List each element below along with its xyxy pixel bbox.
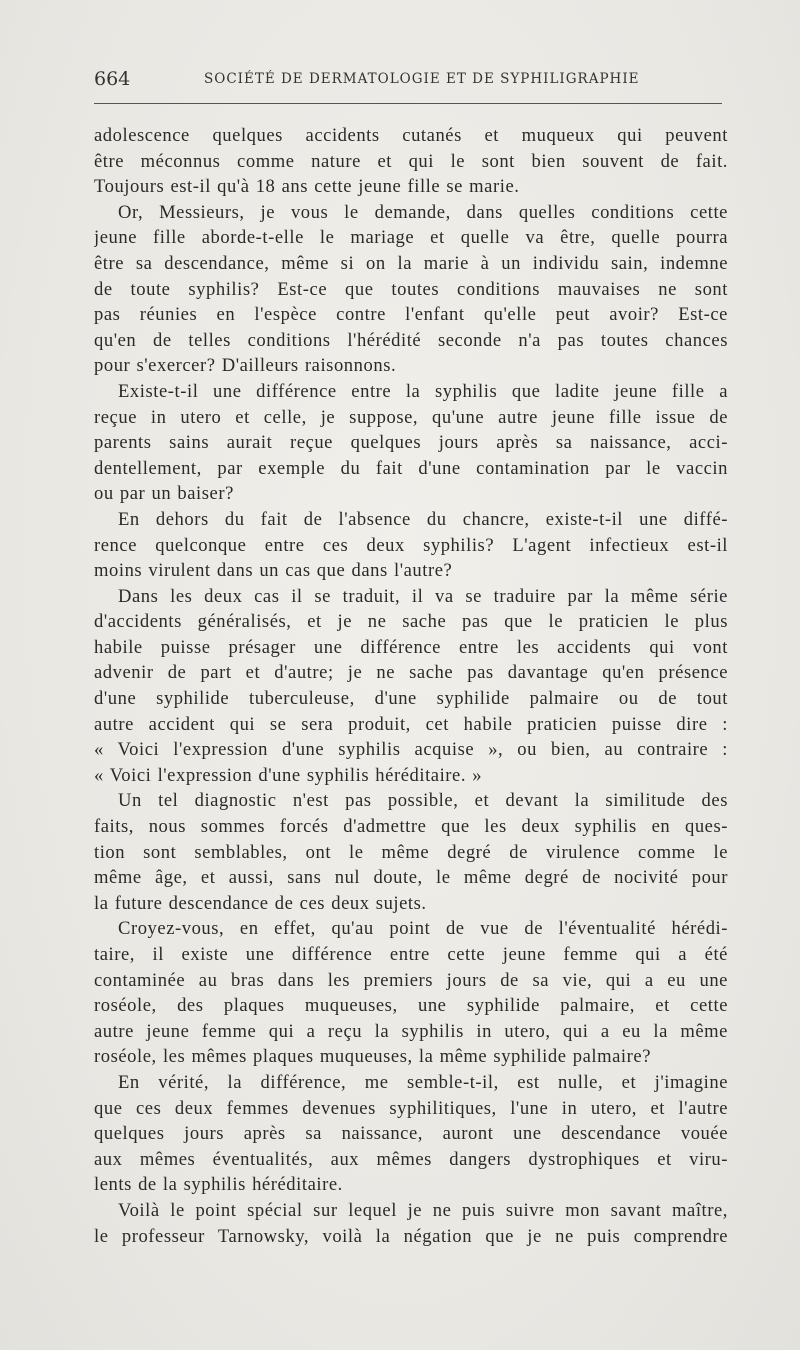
text-line: Un tel diagnostic n'est pas possible, et devant la similitude des [118,790,728,812]
text-line: le professeur Tarnowsky, voilà la négation que je ne puis comprendre [94,1225,728,1247]
running-title: SOCIÉTÉ DE DERMATOLOGIE ET DE SYPHILIGRAPHIE [204,71,640,87]
running-head [94,68,730,92]
text-line: d'accidents généralisés, et je ne sache pas que le praticien le plus [94,611,728,633]
body-text [94,123,728,1249]
text-line: la future descendance de ces deux sujets. [94,892,427,914]
text-line: lents de la syphilis héréditaire. [94,1174,343,1196]
text-line: être méconnus comme nature et qui le sont bien souvent de fait. [94,150,728,172]
paragraph [94,379,728,507]
paragraph [94,507,728,584]
text-line: de toute syphilis? Est-ce que toutes conditions mauvaises ne sont [94,278,728,300]
text-line: tion sont semblables, ont le même degré de virulence comme le [94,841,728,863]
text-line: Toujours est-il qu'à 18 ans cette jeune fille se marie. [94,176,520,198]
text-line: advenir de part et d'autre; je ne sache pas davantage qu'en présence [94,662,728,684]
paragraph [94,1070,728,1198]
text-line: Croyez-vous, en effet, qu'au point de vue de l'éventualité hérédi- [118,918,728,940]
text-line: jeune fille aborde-t-elle le mariage et quelle va être, quelle pourra [94,227,728,249]
text-line: Or, Messieurs, je vous le demande, dans quelles conditions cette [118,201,728,223]
text-line: En vérité, la différence, me semble-t-il, est nulle, et j'imagine [118,1071,728,1093]
text-line: roséole, des plaques muqueuses, une syphilide palmaire, et cette [94,995,728,1017]
text-line: aux mêmes éventualités, aux mêmes dangers dystrophiques et viru- [94,1148,728,1170]
text-line: habile puisse présager une différence entre les accidents qui vont [94,636,728,658]
text-line: pas réunies en l'espèce contre l'enfant qu'elle peut avoir? Est-ce [94,304,728,326]
header-rule [94,103,722,104]
text-line: parents sains aurait reçue quelques jours après sa naissance, acci- [94,432,728,454]
paragraph [94,123,728,200]
text-line: même âge, et aussi, sans nul doute, le même degré de nocivité pour [94,867,728,889]
text-line: qu'en de telles conditions l'hérédité seconde n'a pas toutes chances [94,329,728,351]
text-line: « Voici l'expression d'une syphilis héréditaire. » [94,764,483,786]
text-line: être sa descendance, même si on la marie à un individu sain, indemne [94,252,728,274]
paragraph [94,788,728,916]
text-line: pour s'exercer? D'ailleurs raisonnons. [94,355,397,377]
text-line: dentellement, par exemple du fait d'une contamination par le vaccin [94,457,728,479]
text-line: quelques jours après sa naissance, auront une descendance vouée [94,1123,728,1145]
text-line: « Voici l'expression d'une syphilis acquise », ou bien, au contraire : [94,739,728,761]
text-line: autre accident qui se sera produit, cet habile praticien puisse dire : [94,713,728,735]
text-line: rence quelconque entre ces deux syphilis? L'agent infectieux est-il [94,534,728,556]
text-line: que ces deux femmes devenues syphilitiques, l'une in utero, et l'autre [94,1097,728,1119]
text-line: En dehors du fait de l'absence du chancre, existe-t-il une diffé- [118,508,728,530]
paragraph [94,200,728,379]
paragraph [94,1198,728,1249]
paragraph [94,916,728,1070]
text-line: moins virulent dans un cas que dans l'autre? [94,560,453,582]
text-line: adolescence quelques accidents cutanés et muqueux qui peuvent [94,125,728,146]
paragraph [94,584,728,789]
text-line: autre jeune femme qui a reçu la syphilis in utero, qui a eu la même [94,1020,728,1042]
text-line: taire, il existe une différence entre cette jeune femme qui a été [94,944,728,965]
text-line: contaminée au bras dans les premiers jours de sa vie, qui a eu une [94,969,728,991]
text-line: d'une syphilide tuberculeuse, d'une syphilide palmaire ou de tout [94,688,728,710]
text-line: Voilà le point spécial sur lequel je ne puis suivre mon savant maître, [118,1199,728,1221]
text-line: ou par un baiser? [94,483,234,505]
text-line: Dans les deux cas il se traduit, il va se traduire par la même série [118,585,728,607]
text-line: roséole, les mêmes plaques muqueuses, la même syphilide palmaire? [94,1046,651,1068]
text-line: faits, nous sommes forcés d'admettre que les deux syphilis en ques- [94,816,728,838]
text-line: Existe-t-il une différence entre la syphilis que ladite jeune fille a [118,380,728,402]
text-line: reçue in utero et celle, je suppose, qu'une autre jeune fille issue de [94,406,728,428]
page-number: 664 [94,68,131,90]
